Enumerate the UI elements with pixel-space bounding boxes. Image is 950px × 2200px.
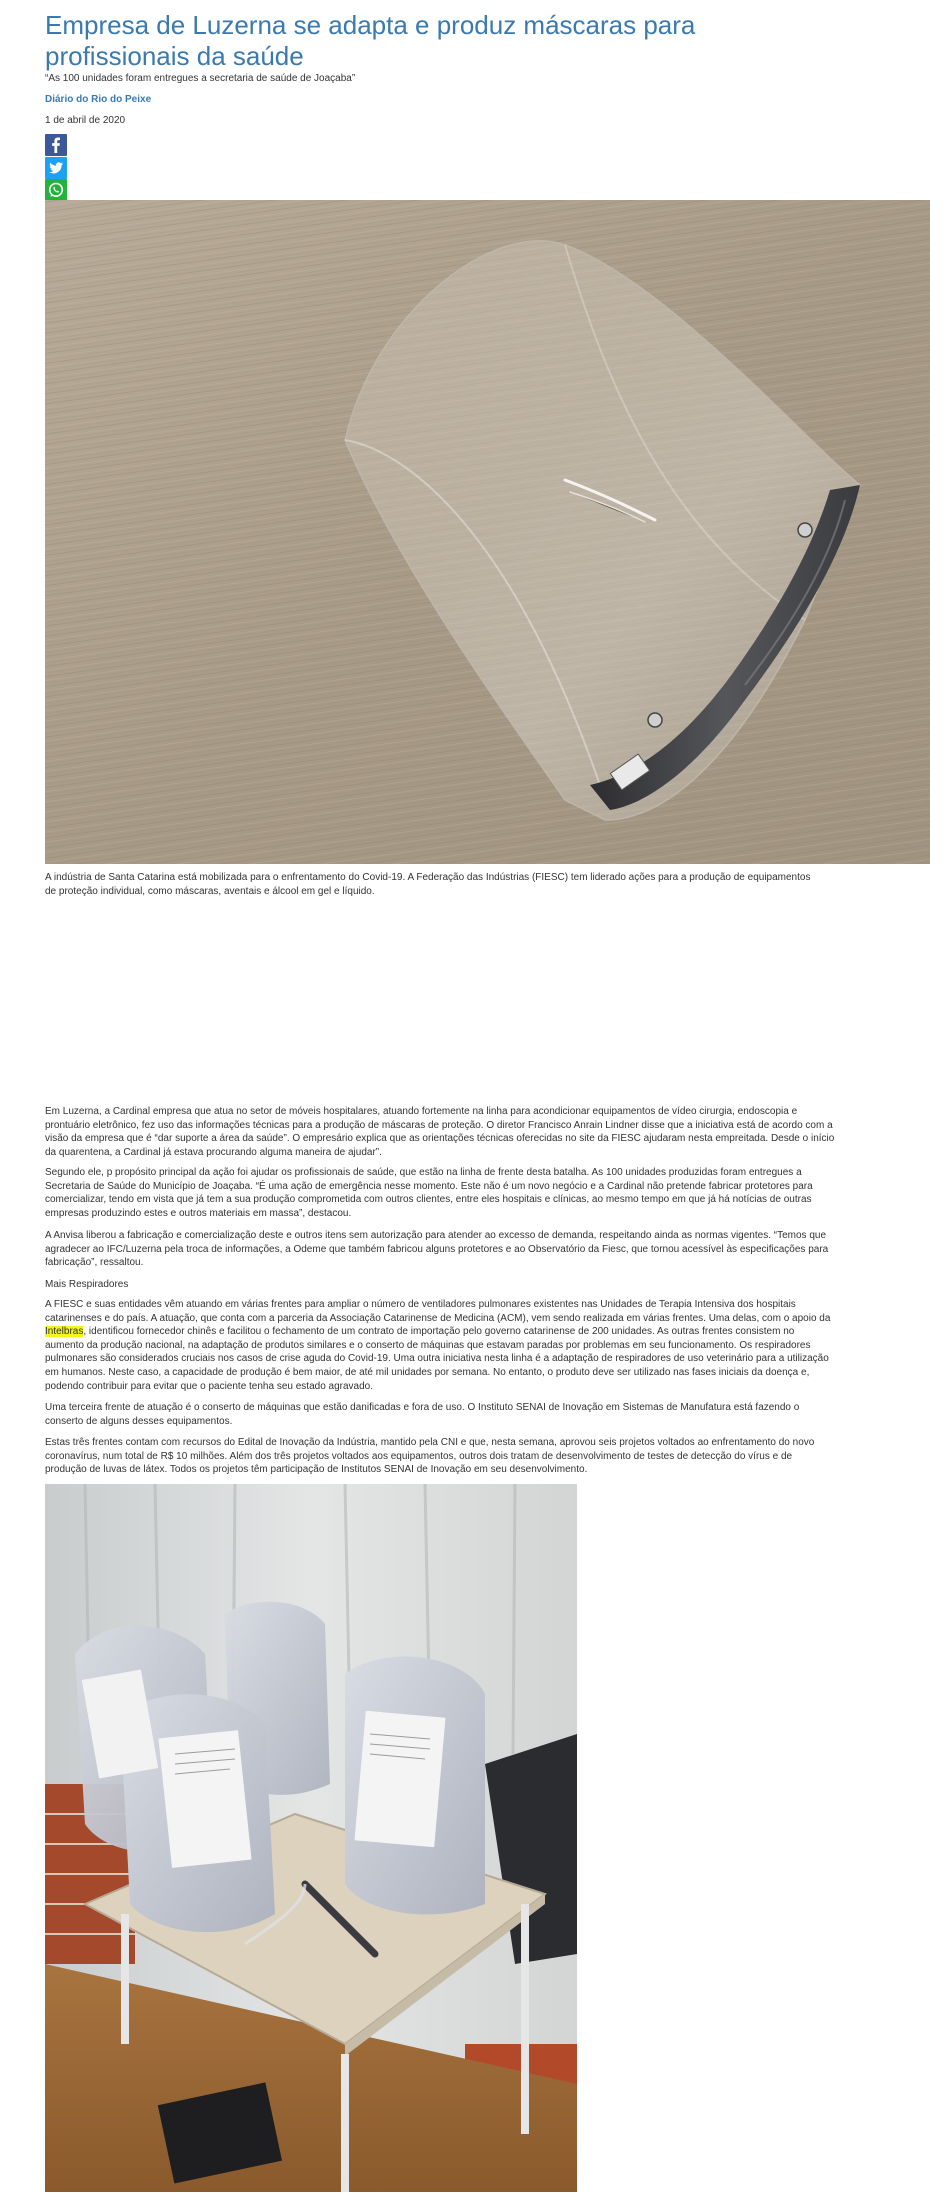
paragraph: Em Luzerna, a Cardinal empresa que atua no setor de móveis hospitalares, atuando fortemente na linha para acondicionar equipamentos de vídeo cirurgia, endoscopia e prontuário eletrônico, fez uso das informações técnicas para a produção de máscaras de proteção. O diretor Francisco Anrain Lindner disse que a iniciativa está de acordo com a visão da empresa que é “dar suporte a área da saúde”. O empresário explica que as orientações técnicas oferecidas no site da FIESC ajudaram nesta empreitada. Desde o início da quarentena, a Cardinal já estava procurando alguma maneira de ajudar”. bbox=[45, 1106, 835, 1158]
paragraph: Segundo ele, p propósito principal da ação foi ajudar os profissionais de saúde, que estão na linha de frente desta batalha. As 100 unidades produzidas foram entregues a Secretaria de Saúde do Município de Joaçaba. “É uma ação de emergência nesse momento. Este não é um novo negócio e a Cardinal não pretende fabricar protetores para comercializar, tendo em vista que já tem a sua produção comprometida com outros clientes, entre eles hospitais e clínicas, ao mesmo tempo em que já há notícias de outras empresas produzindo estes e outros materiais em massa”, destacou. bbox=[45, 1167, 813, 1219]
highlighted-term: Intelbras bbox=[45, 1326, 84, 1338]
facebook-icon bbox=[45, 134, 67, 156]
share-whatsapp-button[interactable] bbox=[45, 179, 67, 201]
whatsapp-icon bbox=[45, 179, 67, 201]
paragraph: Uma terceira frente de atuação é o conserto de máquinas que estão danificadas e fora de uso. O Instituto SENAI de Inovação em Sistemas de Manufatura está fazendo o conserto de alguns desses equipamentos. bbox=[45, 1402, 800, 1427]
photo-caption: A indústria de Santa Catarina está mobilizada para o enfrentamento do Covid-19. A Federação das Indústrias (FIESC) tem liderado ações para a produção de equipamentos de proteção individual, como máscaras, aventais e álcool em gel e líquido. bbox=[45, 872, 811, 897]
source-link[interactable]: Diário do Rio do Peixe bbox=[45, 94, 152, 105]
share-facebook-button[interactable] bbox=[45, 134, 67, 156]
paragraph: Estas três frentes contam com recursos do Edital de Inovação da Indústria, mantido pela CNI e que, nesta semana, aprovou seis projetos voltados ao enfrentamento do novo coronavírus, num total de R$ 10 milhões. Além dos três projetos voltados aos equipamentos, outros dois tratam de desenvolvimento de testes de detecção do vírus e de produção de luvas de látex. Todos os projetos têm participação de Institutos SENAI de Inovação em seu desenvolvimento. bbox=[45, 1437, 815, 1476]
paragraph bbox=[45, 1298, 835, 1393]
face-shield-photo bbox=[45, 200, 930, 864]
twitter-icon bbox=[45, 157, 67, 179]
article-title: Empresa de Luzerna se adapta e produz máscaras para profissionais da saúde bbox=[45, 10, 696, 71]
share-twitter-button[interactable] bbox=[45, 157, 67, 179]
paragraph-text: A FIESC e suas entidades vêm atuando em várias frentes para ampliar o número de ventiladores pulmonares existentes nas Unidades de Terapia Intensiva dos hospitais catarinenses e do país. A atuação, que conta com a parceria da Associação Catarinense de Medicina (ACM), vem sendo realizada em várias frentes. Uma delas, com o apoio da bbox=[45, 1299, 831, 1324]
article-subtitle: “As 100 unidades foram entregues a secretaria de saúde de Joaçaba” bbox=[45, 73, 356, 84]
publish-date: 1 de abril de 2020 bbox=[45, 115, 126, 126]
section-heading: Mais Respiradores bbox=[45, 1279, 129, 1290]
paragraph: A Anvisa liberou a fabricação e comercialização deste e outros itens sem autorização para atender ao excesso de demanda, respeitando ainda as normas vigentes. “Temos que agradecer ao IFC/Luzerna pela troca de informações, a Odeme que também fabricou alguns protetores e ao Observatório da Fiesc, que tornou acessível às especificações para fabricação”, ressaltou. bbox=[45, 1230, 829, 1269]
paragraph-text: , identificou fornecedor chinês e facilitou o fechamento de um contrato de importação pelo governo catarinense de 200 unidades. As outras frentes consistem no aumento da produção nacional, na adaptação de produtos similares e o conserto de máquinas que estavam paradas por problemas em seu funcionamento. Os respiradores pulmonares são considerados cruciais nos casos de crise aguda do Covid-19. Uma outra iniciativa nesta linha é a adaptação de respiradores de uso veterinário para a utilização em humanos. Neste caso, a capacidade de produção é bem maior, de até mil unidades por semana. No entanto, o produto deve ser utilizado nas fases iniciais da doença e, podendo contribuir para evitar que o paciente tenha seu estado agravado. bbox=[45, 1326, 829, 1392]
packaged-shields-photo bbox=[45, 1484, 577, 2192]
